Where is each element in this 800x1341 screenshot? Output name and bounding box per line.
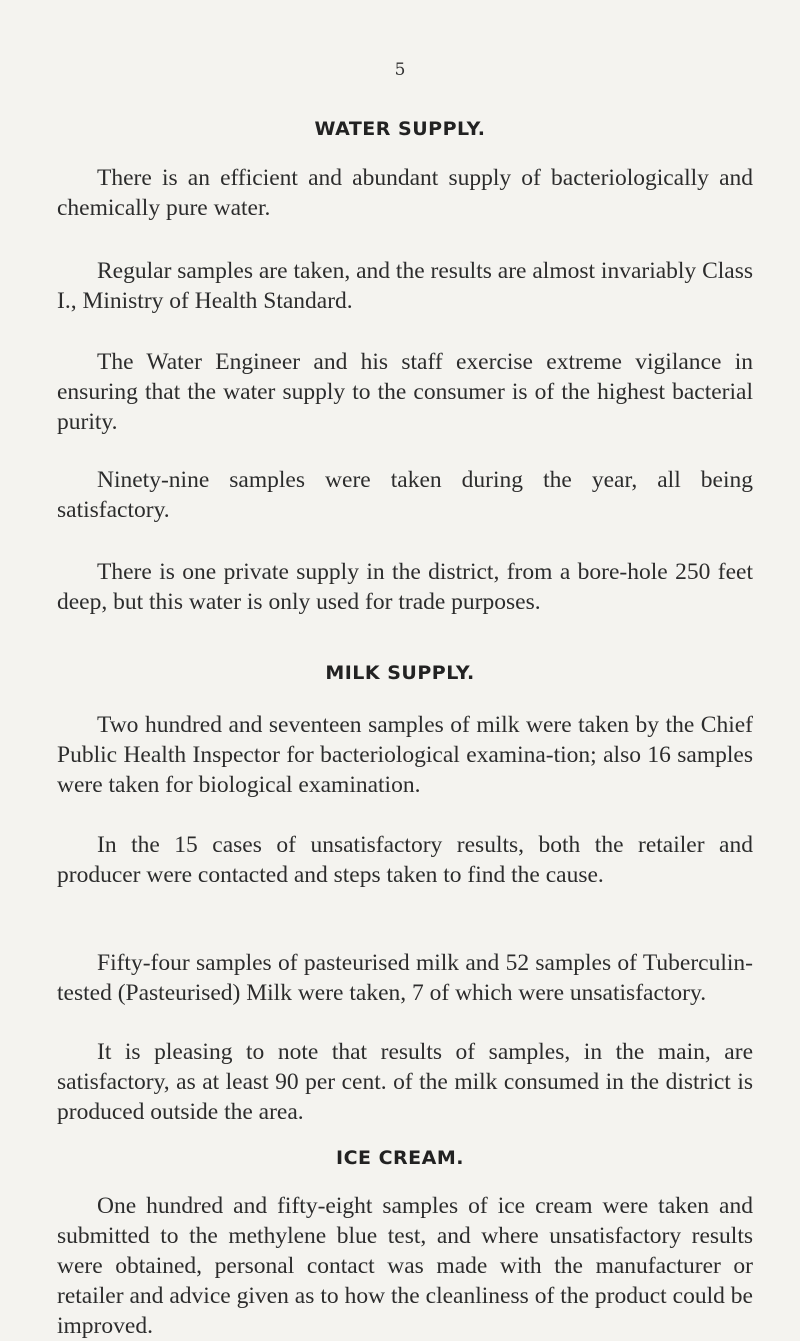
paragraph: Two hundred and seventeen samples of milk were taken by the Chief Public Health Inspector for bacteriological examina-tion; also 16 samples were taken for biological examination. (57, 712, 753, 798)
paragraph: There is one private supply in the district, from a bore-hole 250 feet deep, but this water is only used for trade purposes. (57, 559, 753, 615)
paragraph: In the 15 cases of unsatisfactory results, both the retailer and producer were contacted and steps taken to find the cause. (57, 832, 753, 888)
paragraph: Ninety-nine samples were taken during the year, all being satisfactory. (57, 467, 753, 523)
section-heading-milk-supply: MILK SUPPLY. (325, 662, 475, 684)
section-heading-water-supply: WATER SUPPLY. (314, 118, 486, 140)
section-heading-ice-cream: ICE CREAM. (336, 1147, 464, 1169)
paragraph: Fifty-four samples of pasteurised milk and 52 samples of Tuberculin-tested (Pasteurised) Milk were taken, 7 of which were unsatisfactory. (57, 950, 753, 1006)
paragraph: The Water Engineer and his staff exercise extreme vigilance in ensuring that the water supply to the consumer is of the highest bacterial purity. (57, 349, 753, 435)
paragraph: Regular samples are taken, and the results are almost invariably Class I., Ministry of Health Standard. (57, 258, 753, 314)
paragraph: One hundred and fifty-eight samples of ice cream were taken and submitted to the methylene blue test, and where unsatisfactory results were obtained, personal contact was made with the manufacturer or retailer and advice given as to how the cleanliness of the product could be improved. (57, 1193, 753, 1339)
paragraph: There is an efficient and abundant supply of bacteriologically and chemically pure water. (57, 165, 753, 221)
page-number: 5 (394, 60, 406, 80)
paragraph: It is pleasing to note that results of samples, in the main, are satisfactory, as at least 90 per cent. of the milk consumed in the district is produced outside the area. (57, 1039, 753, 1125)
